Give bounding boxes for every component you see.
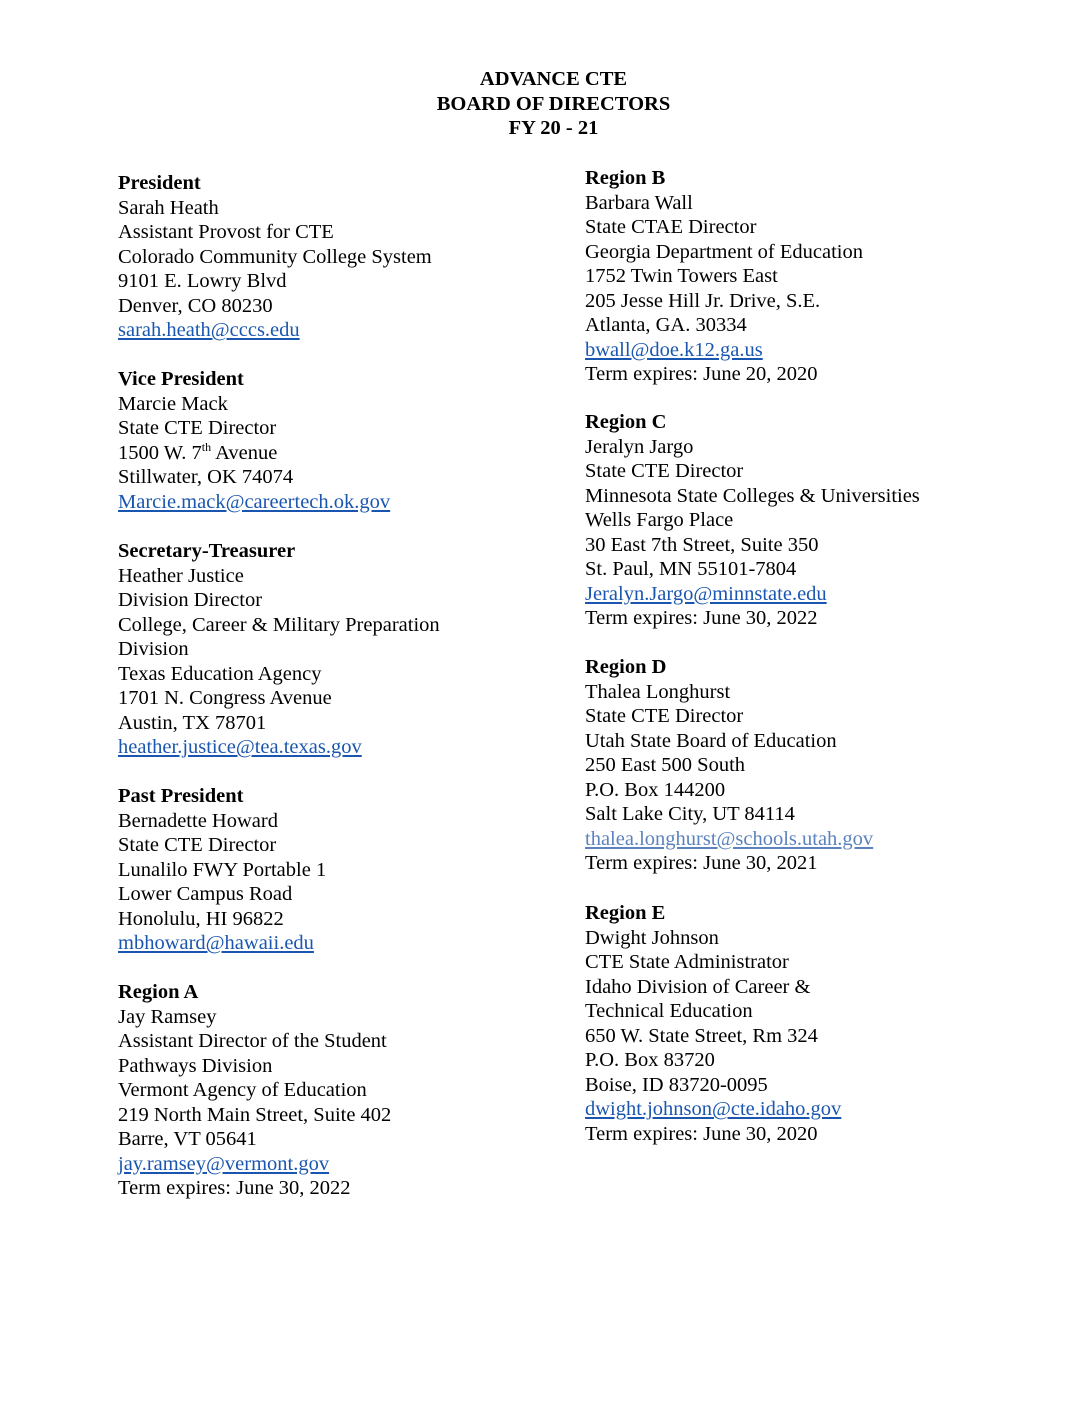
entry-heading: President bbox=[118, 172, 201, 194]
address-street: Avenue bbox=[211, 441, 278, 464]
region-e bbox=[585, 901, 1065, 1146]
entry-name: Barbara Wall bbox=[585, 191, 693, 214]
term-expiry: Term expires: June 30, 2022 bbox=[585, 607, 818, 629]
region-b bbox=[585, 166, 1065, 387]
entry-organization: Georgia Department of Education bbox=[585, 240, 863, 263]
email-link[interactable]: mbhoward@hawaii.edu bbox=[118, 932, 314, 954]
entry-title: State CTE Director bbox=[585, 460, 744, 482]
document-title bbox=[0, 67, 1088, 141]
entry-title: State CTE Director bbox=[118, 417, 277, 439]
region-d bbox=[585, 655, 1065, 876]
entry-heading: Region E bbox=[585, 902, 666, 924]
entry-heading: Vice President bbox=[118, 368, 244, 390]
officer-vice-president bbox=[118, 367, 538, 514]
term-expiry: Term expires: June 30, 2021 bbox=[585, 852, 818, 874]
entry-name: Jay Ramsey bbox=[118, 1005, 217, 1028]
entry-heading: Region B bbox=[585, 167, 666, 189]
entry-city: Stillwater, OK 74074 bbox=[118, 466, 294, 488]
entry-city: Denver, CO 80230 bbox=[118, 294, 273, 317]
entry-name: Dwight Johnson bbox=[585, 926, 719, 949]
entry-address: 650 W. State Street, Rm 324 bbox=[585, 1024, 818, 1047]
officer-secretary-treasurer bbox=[118, 539, 538, 760]
term-expiry: Term expires: June 30, 2020 bbox=[585, 1122, 818, 1145]
entry-address: 9101 E. Lowry Blvd bbox=[118, 270, 287, 292]
entry-po-box: P.O. Box 144200 bbox=[585, 778, 726, 801]
entry-department-cont: Division bbox=[118, 638, 189, 660]
title-line-fiscal-year: FY 20 - 21 bbox=[508, 117, 599, 139]
entry-address bbox=[118, 441, 538, 466]
entry-address-cont: 205 Jesse Hill Jr. Drive, S.E. bbox=[585, 289, 821, 312]
email-link[interactable]: jay.ramsey@vermont.gov bbox=[118, 1152, 330, 1175]
email-link[interactable]: dwight.johnson@cte.idaho.gov bbox=[585, 1098, 842, 1120]
address-number: 1500 W. 7 bbox=[118, 441, 202, 464]
entry-title: Assistant Director of the Student bbox=[118, 1030, 387, 1052]
entry-po-box: P.O. Box 83720 bbox=[585, 1049, 715, 1071]
entry-heading: Secretary-Treasurer bbox=[118, 540, 296, 562]
entry-heading: Region D bbox=[585, 656, 667, 678]
entry-department: College, Career & Military Preparation bbox=[118, 613, 440, 636]
entry-organization: Vermont Agency of Education bbox=[118, 1079, 367, 1101]
entry-name: Marcie Mack bbox=[118, 392, 228, 415]
term-expiry: Term expires: June 30, 2022 bbox=[118, 1177, 351, 1199]
entry-address: 1752 Twin Towers East bbox=[585, 265, 778, 287]
entry-city: Barre, VT 05641 bbox=[118, 1128, 257, 1150]
entry-heading: Past President bbox=[118, 785, 244, 807]
region-a bbox=[118, 980, 538, 1201]
entry-address: 219 North Main Street, Suite 402 bbox=[118, 1103, 392, 1126]
email-link[interactable]: bwall@doe.k12.ga.us bbox=[585, 338, 763, 361]
entry-organization: Idaho Division of Career & bbox=[585, 975, 811, 998]
entry-city: Austin, TX 78701 bbox=[118, 711, 267, 734]
entry-address-cont: 30 East 7th Street, Suite 350 bbox=[585, 533, 819, 556]
term-expiry: Term expires: June 20, 2020 bbox=[585, 363, 818, 385]
region-c bbox=[585, 410, 1065, 631]
entry-city: Honolulu, HI 96822 bbox=[118, 907, 284, 930]
email-link[interactable]: heather.justice@tea.texas.gov bbox=[118, 736, 362, 758]
entry-city: Salt Lake City, UT 84114 bbox=[585, 803, 795, 825]
officer-president bbox=[118, 171, 538, 343]
entry-organization: Utah State Board of Education bbox=[585, 729, 837, 752]
entry-name: Sarah Heath bbox=[118, 196, 219, 219]
entry-address: 1701 N. Congress Avenue bbox=[118, 687, 332, 709]
entry-organization: Minnesota State Colleges & Universities bbox=[585, 484, 920, 507]
entry-heading: Region C bbox=[585, 411, 667, 433]
entry-organization: Colorado Community College System bbox=[118, 245, 432, 268]
email-link[interactable]: Jeralyn.Jargo@minnstate.edu bbox=[585, 582, 827, 605]
entry-title: State CTAE Director bbox=[585, 216, 757, 238]
entry-heading: Region A bbox=[118, 981, 199, 1003]
entry-organization-cont: Technical Education bbox=[585, 1000, 753, 1022]
email-link[interactable]: sarah.heath@cccs.edu bbox=[118, 319, 300, 341]
entry-title: State CTE Director bbox=[118, 834, 277, 856]
entry-name: Thalea Longhurst bbox=[585, 680, 731, 703]
entry-title: Assistant Provost for CTE bbox=[118, 221, 334, 243]
address-ordinal: th bbox=[201, 439, 212, 454]
entry-title-cont: Pathways Division bbox=[118, 1054, 273, 1077]
entry-title: CTE State Administrator bbox=[585, 951, 789, 973]
entry-address: 250 East 500 South bbox=[585, 754, 746, 776]
entry-city: Atlanta, GA. 30334 bbox=[585, 314, 747, 336]
officer-past-president bbox=[118, 784, 538, 956]
entry-organization: Texas Education Agency bbox=[118, 662, 322, 685]
email-link[interactable]: thalea.longhurst@schools.utah.gov bbox=[585, 827, 874, 850]
entry-address: Lunalilo FWY Portable 1 bbox=[118, 858, 327, 881]
entry-address-cont: Lower Campus Road bbox=[118, 883, 293, 905]
entry-name: Heather Justice bbox=[118, 564, 244, 587]
entry-city: Boise, ID 83720-0095 bbox=[585, 1073, 768, 1096]
entry-city: St. Paul, MN 55101-7804 bbox=[585, 558, 797, 580]
entry-name: Bernadette Howard bbox=[118, 809, 278, 832]
title-line-organization: ADVANCE CTE bbox=[479, 68, 628, 90]
title-line-board: BOARD OF DIRECTORS bbox=[436, 92, 671, 115]
entry-title: State CTE Director bbox=[585, 705, 744, 727]
email-link[interactable]: Marcie.mack@careertech.ok.gov bbox=[118, 490, 391, 513]
entry-address: Wells Fargo Place bbox=[585, 509, 734, 531]
entry-name: Jeralyn Jargo bbox=[585, 435, 694, 458]
entry-title: Division Director bbox=[118, 589, 263, 611]
